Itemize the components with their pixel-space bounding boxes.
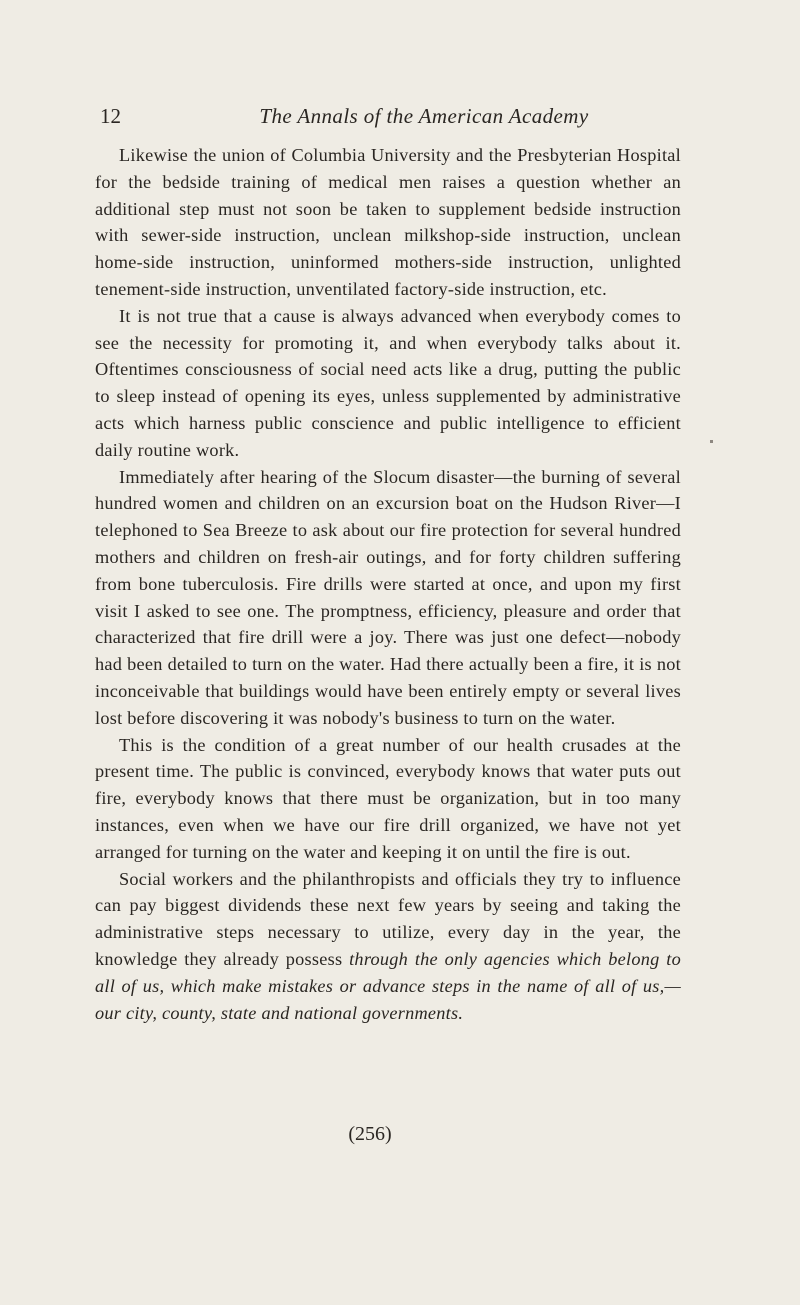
paragraph-2: It is not true that a cause is always advanced when everybody comes to see the necessity for promoting it, and when everybody talks about it. Oftentimes consciousness of social need acts like a drug, putting the public to sleep instead of opening its eyes, unless supplemented by administrative acts which harness public conscience and public intelligence to efficient daily routine work. xyxy=(95,305,681,460)
paragraph-4: This is the condition of a great number of our health crusades at the present time. The public is convinced, everybody knows that water puts out fire, everybody knows that there must be organization, but in too many instances, even when we have our fire drill organized, we have not yet arranged for turning on the water and keeping it on until the fire is out. xyxy=(95,734,681,862)
paragraph-3: Immediately after hearing of the Slocum disaster—the burning of several hundred women and children on an excursion boat on the Hudson River—I telephoned to Sea Breeze to ask about our fire protection for several hundred mothers and children on fresh-air outings, and for forty children suffering from bone tuberculosis. Fire drills were started at once, and upon my first visit I asked to see one. The promptness, efficiency, pleasure and order that characterized that fire drill were a joy. There was just one defect—nobody had been detailed to turn on the water. Had there actually been a fire, it is not inconceivable that buildings would have been entirely empty or several lives lost before discovering it was nobody's business to turn on the water. xyxy=(95,466,681,728)
body-text xyxy=(95,142,681,1026)
running-title: The Annals of the American Academy xyxy=(259,104,589,128)
margin-speck xyxy=(710,440,713,443)
paragraph-1: Likewise the union of Columbia University and the Presbyterian Hospital for the bedside training of medical men raises a question whether an additional step must not soon be taken to supplement bedside instruction with sewer-side instruction, unclean milkshop-side instruction, unclean home-side instruction, uninformed mothers-side instruction, unlighted tenement-side instruction, unventilated factory-side instruction, etc. xyxy=(95,145,681,299)
folio: (256) xyxy=(348,1123,392,1145)
paragraph-5 xyxy=(95,866,681,1027)
page-header xyxy=(100,104,620,134)
paragraph-5-lead: Social workers and the philanthropists and officials they try to influence can pay biggest dividends these next few years by seeing and taking the administrative steps necessary to utilize, every day in the year, the knowledge they already possess xyxy=(95,868,681,969)
paragraph-5-italic: through the only agencies which belong to all of us, which make mistakes or advance steps in the name of all of us,—our city, county, state and national governments. xyxy=(95,948,681,1023)
page-number: 12 xyxy=(100,104,121,128)
